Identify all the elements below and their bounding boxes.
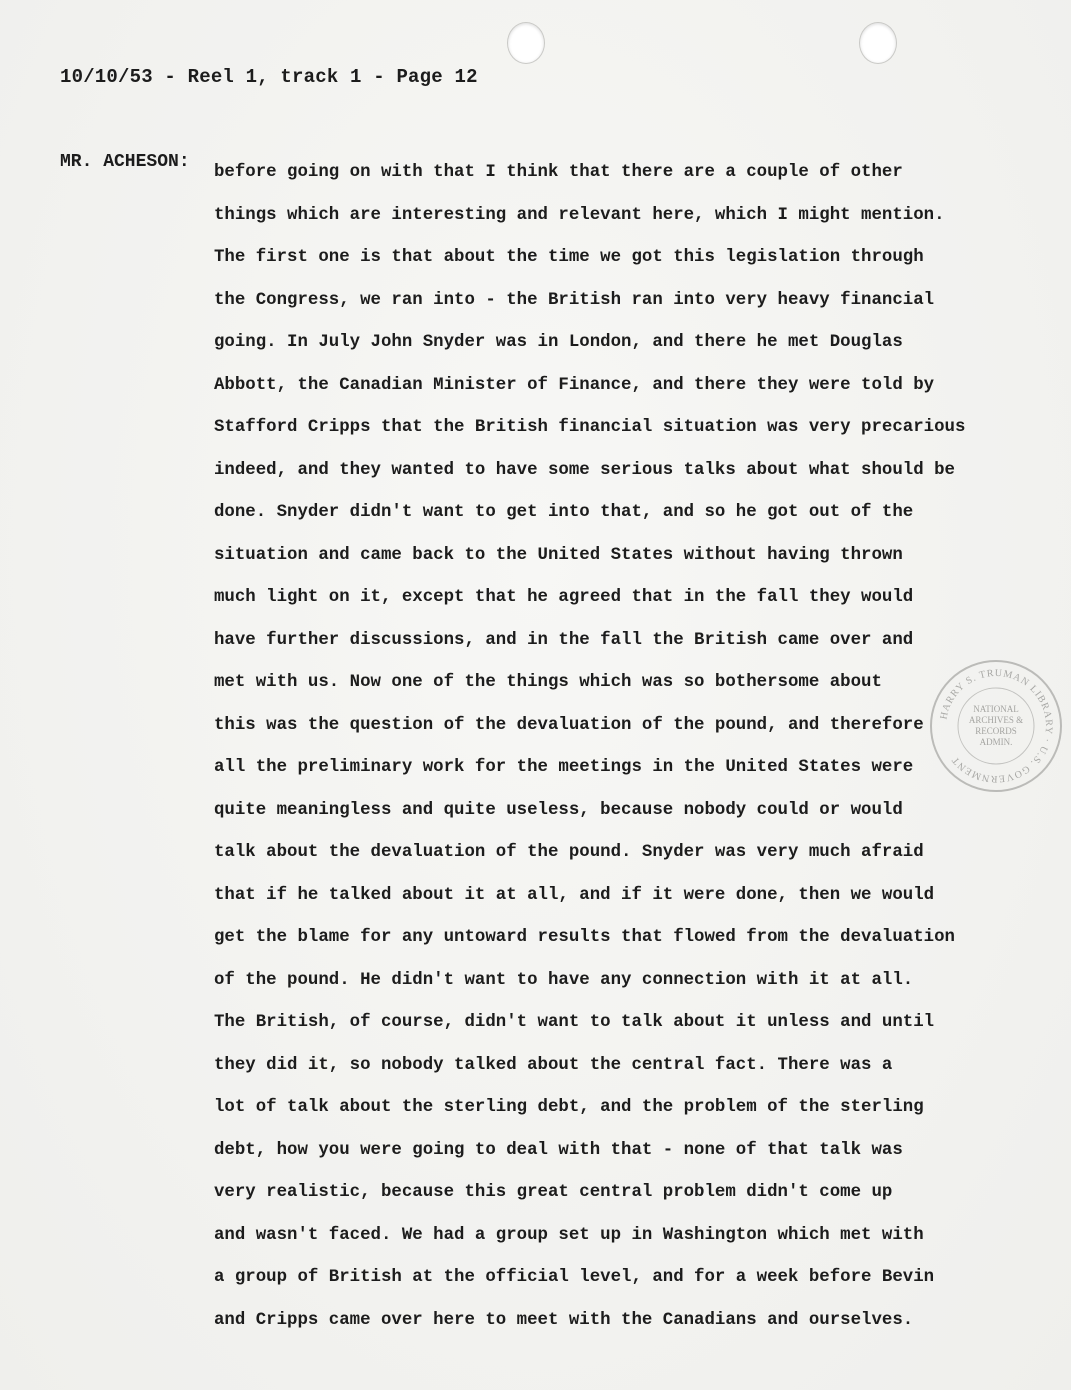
transcript-line: they did it, so nobody talked about the central fact. There was a [214,1055,893,1075]
transcript-line: situation and came back to the United States without having thrown [214,545,903,565]
seal-center-line: ARCHIVES & [968,715,1024,725]
transcript-line: this was the question of the devaluation of the pound, and therefore [214,715,924,735]
transcript-line: that if he talked about it at all, and if it were done, then we would [214,885,935,905]
transcript-body [214,152,1014,1342]
transcript-line: Stafford Cripps that the British financial situation was very precarious [214,418,966,437]
punch-hole-left [507,22,545,64]
seal-ring-text: HARRY S. TRUMAN LIBRARY · U.S. GOVERNMENT [938,667,1055,785]
transcript-line: have further discussions, and in the fall the British came over and [214,630,914,650]
transcript-line: going. In July John Snyder was in London, and there he met Douglas [214,333,903,352]
punch-hole-right [859,22,897,64]
transcript-line: lot of talk about the sterling debt, and the problem of the sterling [214,1098,924,1117]
seal-center-text [964,704,1028,748]
transcript-line: the Congress, we ran into - the British ran into very heavy financial [214,290,935,310]
transcript-line: very realistic, because this great central problem didn't come up [214,1183,893,1202]
archive-seal-stamp [930,660,1062,792]
transcript-line: of the pound. He didn't want to have any connection with it at all. [214,970,914,990]
transcript-line: a group of British at the official level, and for a week before Bevin [214,1268,935,1287]
transcript-line: quite meaningless and quite useless, because nobody could or would [214,800,903,820]
transcript-line: debt, how you were going to deal with that - none of that talk was [214,1140,903,1160]
transcript-line: get the blame for any untoward results that flowed from the devaluation [214,928,955,947]
transcript-line: talk about the devaluation of the pound. Snyder was very much afraid [214,843,924,862]
transcript-line: The first one is that about the time we got this legislation through [214,248,924,267]
transcript-line: met with us. Now one of the things which was so bothersome about [214,673,882,692]
transcript-line: and wasn't faced. We had a group set up in Washington which met with [214,1225,924,1245]
transcript-line: much light on it, except that he agreed that in the fall they would [214,588,914,607]
transcript-line: indeed, and they wanted to have some serious talks about what should be [214,460,955,480]
transcript-line: and Cripps came over here to meet with the Canadians and ourselves. [214,1310,914,1330]
transcript-line: done. Snyder didn't want to get into that, and so he got out of the [214,503,914,522]
transcript-line: all the preliminary work for the meetings in the United States were [214,758,914,777]
page-header: 10/10/53 - Reel 1, track 1 - Page 12 [60,66,478,88]
seal-center-line: NATIONAL [973,704,1019,714]
speaker-label: MR. ACHESON: [60,152,190,172]
transcript-line: Abbott, the Canadian Minister of Finance, and there they were told by [214,375,935,395]
seal-center-line: RECORDS [975,726,1017,736]
transcript-line: before going on with that I think that there are a couple of other [214,163,903,182]
transcript-line: The British, of course, didn't want to talk about it unless and until [214,1013,935,1032]
transcript-line: things which are interesting and relevant here, which I might mention. [214,205,945,225]
seal-center-line: ADMIN. [979,737,1013,747]
